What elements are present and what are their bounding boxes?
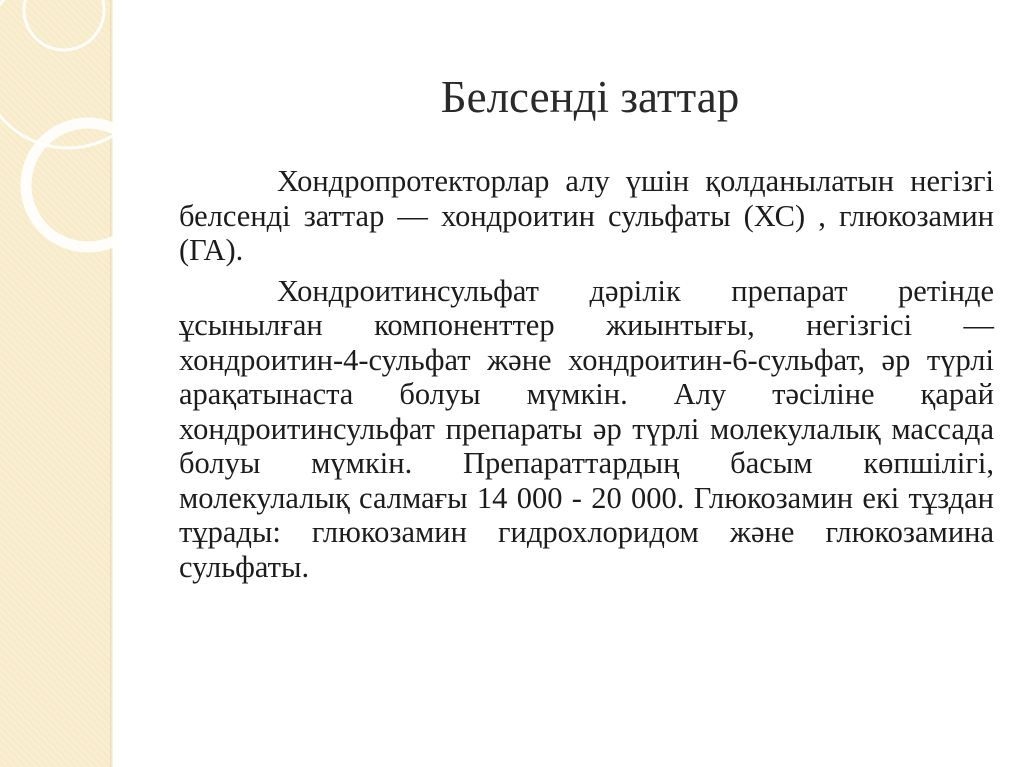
slide-body — [179, 164, 994, 590]
paragraph-active-substances: Хондропротекторлар алу үшін қолданылатын негізгі белсенді заттар — хондроитин сульфаты (ХС) , глюкозамин (ГА). — [179, 164, 994, 267]
ring-medium — [26, 123, 150, 247]
ring-small — [24, 0, 104, 50]
paragraph-chondroitin-sulfate: Хондроитинсульфат дәрілік препарат ретінде ұсынылған компоненттер жиынтығы, негізгісі — хондроитин-4-сульфат және хондроитин-6-сульфат, әр түрлі арақатынаста болуы мүмкін. Алу тәсіліне қарай хондроитинсульфат препараты әр түрлі молекулалық массада болуы мүмкін. Препараттардың басым көпшілігі, молекулалық салмағы 14 000 - 20 000. Глюкозамин екі тұздан тұрады: глюкозамин гидрохлоридом және глюкозамина сульфаты. — [179, 273, 994, 584]
slide-title: Белсенді заттар — [440, 72, 740, 122]
